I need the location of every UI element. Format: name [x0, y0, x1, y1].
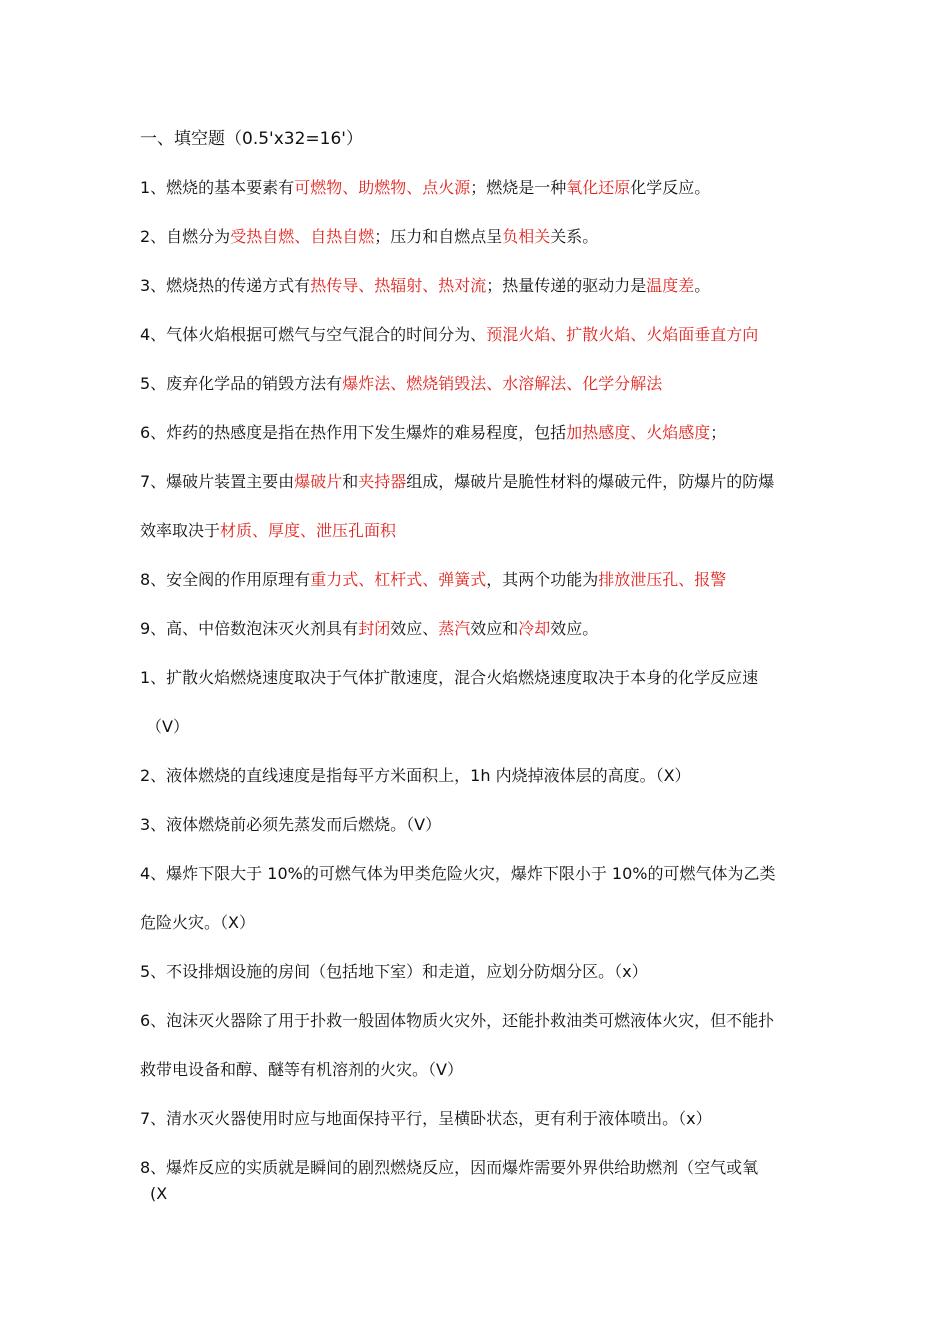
- question-7: [140, 471, 830, 493]
- question-text: 关系。: [550, 227, 599, 246]
- question-text: 3、燃烧热的传递方式有: [140, 276, 311, 295]
- section-title: 一、填空题（0.5'x32=16'）: [140, 129, 363, 149]
- judgement-1: 1、扩散火焰燃烧速度取决于气体扩散速度，混合火焰燃烧速度取决于本身的化学反应速: [140, 668, 759, 687]
- answer-text: 氧化还原: [566, 178, 631, 197]
- judgement-6: 6、泡沫灭火器除了用于扑救一般固体物质火灾外，还能扑救油类可燃液体火灾，但不能扑: [140, 1011, 775, 1030]
- question-text: ；热量传递的驱动力是: [486, 276, 647, 295]
- question-text: 。: [694, 276, 711, 295]
- answer-text: 蒸汽: [438, 619, 471, 638]
- judgement-4-continued: 危险火灾。（X）: [140, 913, 255, 932]
- answer-text: 预混火焰、扩散火焰、火焰面垂直方向: [486, 325, 759, 344]
- question-2: [140, 226, 830, 248]
- question-8: [140, 569, 830, 591]
- judgement-8: 8、爆炸反应的实质就是瞬间的剧烈燃烧反应，因而爆炸需要外界供给助燃剂（空气或氧: [140, 1158, 759, 1177]
- question-text: 9、高、中倍数泡沫灭火剂具有: [140, 619, 359, 638]
- answer-text: 可燃物、助燃物、点火源: [294, 178, 471, 197]
- question-text: 效率取决于: [140, 521, 221, 540]
- question-4: [140, 324, 830, 346]
- question-text: 效应、: [390, 619, 439, 638]
- answer-text: 爆破片: [294, 472, 343, 491]
- question-text: ；: [710, 423, 727, 442]
- answer-text: 夹持器: [358, 472, 407, 491]
- judgement-5: 5、不设排烟设施的房间（包括地下室）和走道，应划分防烟分区。（x）: [140, 962, 648, 981]
- answer-text: 排放泄压孔、报警: [598, 570, 727, 589]
- answer-text: 封闭: [358, 619, 391, 638]
- answer-text: 加热感度、火焰感度: [566, 423, 711, 442]
- answer-text: 重力式、杠杆式、弹簧式: [310, 570, 487, 589]
- judgement-8-answer: (X: [150, 1184, 168, 1203]
- question-text: 6、炸药的热感度是指在热作用下发生爆炸的难易程度，包括: [140, 423, 567, 442]
- question-9: [140, 618, 830, 640]
- answer-text: 负相关: [502, 227, 551, 246]
- answer-text: 爆炸法、燃烧销毁法、水溶解法、化学分解法: [342, 374, 663, 393]
- judgement-1-answer: （V）: [146, 717, 189, 736]
- question-text: 1、燃烧的基本要素有: [140, 178, 295, 197]
- judgement-7: 7、清水灭火器使用时应与地面保持平行，呈横卧状态，更有利于液体喷出。（x）: [140, 1109, 712, 1128]
- question-5: [140, 373, 830, 395]
- question-text: 效应。: [550, 619, 599, 638]
- question-text: ；燃烧是一种: [470, 178, 567, 197]
- answer-text: 热传导、热辐射、热对流: [310, 276, 487, 295]
- question-1: [140, 177, 830, 199]
- answer-text: 材质、厚度、泄压孔面积: [220, 521, 397, 540]
- question-text: 7、爆破片装置主要由: [140, 472, 295, 491]
- question-text: 和: [342, 472, 359, 491]
- question-7-continued: [140, 520, 830, 542]
- question-text: 组成，爆破片是脆性材料的爆破元件，防爆片的防爆: [406, 472, 775, 491]
- question-text: 5、废弃化学品的销毁方法有: [140, 374, 343, 393]
- question-3: [140, 275, 830, 297]
- judgement-2: 2、液体燃烧的直线速度是指每平方米面积上，1h 内烧掉液体层的高度。（X）: [140, 766, 691, 785]
- judgement-4: 4、爆炸下限大于 10%的可燃气体为甲类危险火灾，爆炸下限小于 10%的可燃气体为乙类: [140, 864, 776, 883]
- answer-text: 温度差: [646, 276, 695, 295]
- answer-text: 冷却: [518, 619, 551, 638]
- judgement-6-continued: 救带电设备和醇、醚等有机溶剂的火灾。（V）: [140, 1060, 463, 1079]
- question-text: 4、气体火焰根据可燃气与空气混合的时间分为、: [140, 325, 487, 344]
- question-text: 效应和: [470, 619, 519, 638]
- question-text: ；压力和自燃点呈: [374, 227, 503, 246]
- question-text: 2、自燃分为: [140, 227, 231, 246]
- answer-text: 受热自燃、自热自燃: [230, 227, 375, 246]
- question-6: [140, 422, 830, 444]
- judgement-3: 3、液体燃烧前必须先蒸发而后燃烧。（V）: [140, 815, 442, 834]
- question-text: ，其两个功能为: [486, 570, 599, 589]
- question-text: 化学反应。: [630, 178, 711, 197]
- question-text: 8、安全阀的作用原理有: [140, 570, 311, 589]
